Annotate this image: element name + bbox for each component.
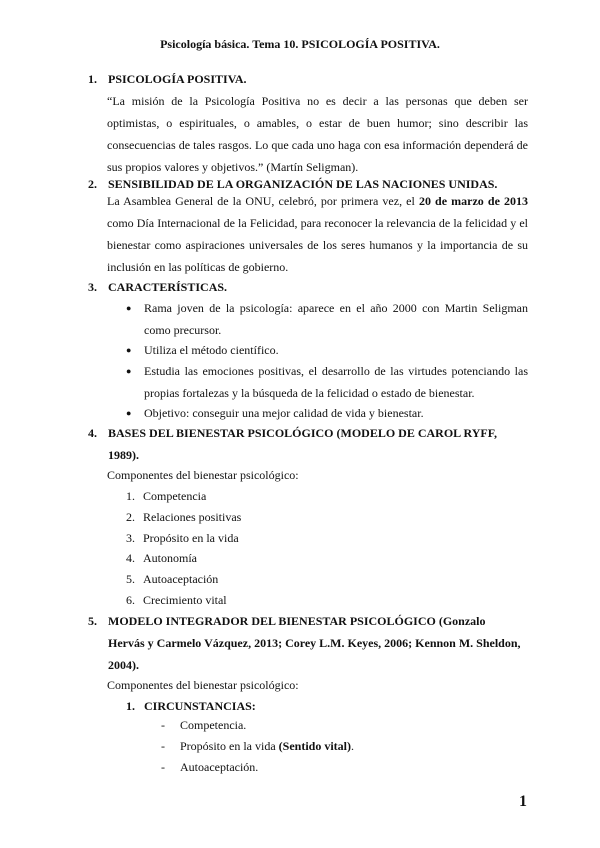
list-item: 3. Propósito en la vida (126, 531, 239, 545)
section-4-heading (88, 426, 528, 441)
bullet-icon: ● (126, 345, 132, 355)
paragraph-text: La Asamblea General de la ONU, celebró, por primera vez, el (107, 194, 419, 208)
paragraph-date: 20 de marzo de 2013 (418, 194, 528, 208)
section-number: 1. (88, 72, 97, 86)
bullet-icon: ● (126, 366, 132, 376)
subsection-heading (126, 699, 256, 714)
dash-item: - Competencia. (161, 718, 247, 732)
list-item: 2. Relaciones positivas (126, 510, 242, 524)
subsection-title: CIRCUNSTANCIAS: (144, 699, 256, 713)
list-item: 4. Autonomía (126, 551, 197, 565)
section-5-heading-cont: Hervás y Carmelo Vázquez, 2013; Corey L.M. Keyes, 2006; Kennon M. Sheldon, (108, 636, 521, 650)
section-2-paragraph (107, 190, 528, 278)
page-number: 1 (519, 793, 527, 810)
paragraph-text: como Día Internacional de la Felicidad, para reconocer la relevancia de la felicidad y el bienestar como aspiraciones universales de los seres humanos y la importancia de su inclusión en las políticas de gobierno. (107, 216, 528, 274)
bullet-icon: ● (126, 408, 132, 418)
bullet-item: ● Rama joven de la psicología: aparece en el año 2000 con Martin Seligman como precursor. (126, 297, 528, 341)
dash-item: - Autoaceptación. (161, 760, 259, 774)
bullet-icon: ● (126, 303, 132, 313)
section-5-heading-cont: 2004). (108, 658, 139, 672)
section-number: 3. (88, 280, 97, 294)
list-item: 1. Competencia (126, 489, 207, 503)
bullet-item: ● Objetivo: conseguir una mejor calidad de vida y bienestar. (126, 402, 528, 424)
section-5-intro: Componentes del bienestar psicológico: (107, 678, 299, 692)
bullet-item: ● Utiliza el método científico. (126, 339, 528, 361)
section-3-heading (88, 280, 227, 295)
section-4-heading-cont: 1989). (108, 448, 139, 462)
list-item: 6. Crecimiento vital (126, 593, 227, 607)
subsection-number: 1. (126, 699, 135, 713)
dash-item: - Propósito en la vida (Sentido vital). (161, 739, 354, 753)
section-title: CARACTERÍSTICAS. (108, 280, 228, 294)
section-5-heading (88, 614, 528, 629)
section-title: PSICOLOGÍA POSITIVA. (108, 72, 247, 86)
bullet-item: ● Estudia las emociones positivas, el desarrollo de las virtudes potenciando las propias fortalezas y la búsqueda de la felicidad o estado de bienestar. (126, 360, 528, 404)
section-number: 5. (88, 614, 97, 628)
section-number: 2. (88, 177, 97, 191)
section-number: 4. (88, 426, 97, 440)
section-title: SENSIBILIDAD DE LA ORGANIZACIÓN DE LAS NACIONES UNIDAS. (108, 177, 498, 191)
section-title: MODELO INTEGRADOR DEL BIENESTAR PSICOLÓGICO (Gonzalo (108, 614, 486, 628)
list-item: 5. Autoaceptación (126, 572, 219, 586)
page-header: Psicología básica. Tema 10. PSICOLOGÍA POSITIVA. (160, 37, 440, 51)
section-title: BASES DEL BIENESTAR PSICOLÓGICO (MODELO DE CAROL RYFF, (108, 426, 497, 440)
section-1-heading (88, 72, 247, 87)
section-1-quote: “La misión de la Psicología Positiva no es decir a las personas que deben ser optimistas, o espirituales, o amables, o estar de buen humor; sino describir las consecuencias de tales rasgos. Lo que cada uno haga con esa información dependerá de sus propios valores y objetivos.” (Martín Seligman). (107, 94, 528, 174)
section-4-intro: Componentes del bienestar psicológico: (107, 468, 299, 482)
